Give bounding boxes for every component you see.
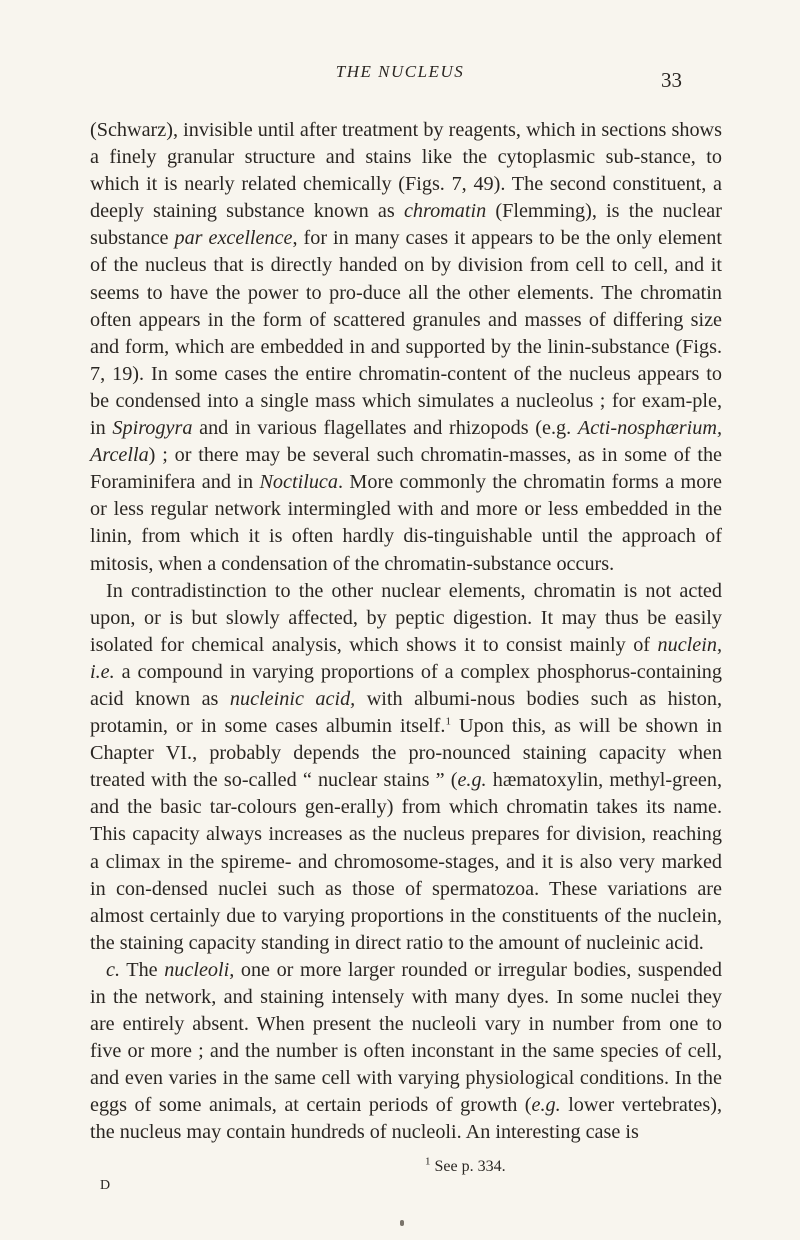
footnote: $^1$ See p. 334.	[425, 1155, 506, 1175]
paragraph-nuclein: In contradistinction to the other nuclear elements, chromatin is not acted upon, or is but slowly affected, by peptic digestion. It may thus be easily isolated for chemical analysis, which shows it to consist mainly of nuclein, i.e. a compound in varying proportions of a complex phosphorus-containing acid known as nucleinic acid, with albumi-nous bodies such as histon, protamin, or in some cases albumin itself.$^1$ Upon this, as will be shown in Chapter VI., probably depends the pro-nounced staining capacity when treated with the so-called “ nuclear stains ” (e.g. hæmatoxylin, methyl-green, and the basic tar-colours gen-erally) from which chromatin takes its name. This capacity always increases as the nucleus prepares for division, reaching a climax in the spireme- and chromosome-stages, and it is also very marked in con-densed nuclei such as those of spermatozoa. These variations are almost certainly due to varying proportions in the constituents of the nuclein, the staining capacity standing in direct ratio to the amount of nucleinic acid.	[90, 579, 722, 954]
footnote-reference: 1	[445, 715, 451, 728]
paper-speck	[400, 1220, 404, 1226]
page-number: 33	[661, 68, 682, 92]
paragraph-nucleoli: c. The nucleoli, one or more larger rounded or irregular bodies, suspended in the network, and staining intensely with many dyes. In some nuclei they are entirely absent. When present the nucleoli vary in number from one to five or more ; and the number is often inconstant in the same species of cell, and even varies in the same cell with varying physiological conditions. In the eggs of some animals, at certain periods of growth (e.g. lower vertebrates), the nucleus may contain hundreds of nucleoli. An interesting case is	[90, 958, 722, 1144]
paragraph-chromatin: (Schwarz), invisible until after treatment by reagents, which in sections shows a finely granular structure and stains like the cytoplasmic sub-stance, to which it is nearly related chemically (Figs. 7, 49). The second constituent, a deeply staining substance known as chromatin (Flemming), is the nuclear substance par excellence, for in many cases it appears to be the only element of the nucleus that is directly handed on by division from cell to cell, and it seems to have the power to pro-duce all the other elements. The chromatin often appears in the form of scattered granules and masses of differing size and form, which are embedded in and supported by the linin-substance (Figs. 7, 19). In some cases the entire chromatin-content of the nucleus appears to be condensed into a single mass which simulates a nucleolus ; for exam-ple, in Spirogyra and in various flagellates and rhizopods (e.g. Acti-nosphærium, Arcella) ; or there may be several such chromatin-masses, as in some of the Foraminifera and in Noctiluca. More commonly the chromatin forms a more or less regular network intermingled with and more or less embedded in the linin, from which it is often hardly dis-tinguishable until the approach of mitosis, when a condensation of the chromatin-substance occurs.	[90, 119, 723, 575]
running-head: THE NUCLEUS	[335, 62, 465, 81]
body-text	[90, 117, 722, 1147]
signature-mark: D	[100, 1178, 112, 1193]
